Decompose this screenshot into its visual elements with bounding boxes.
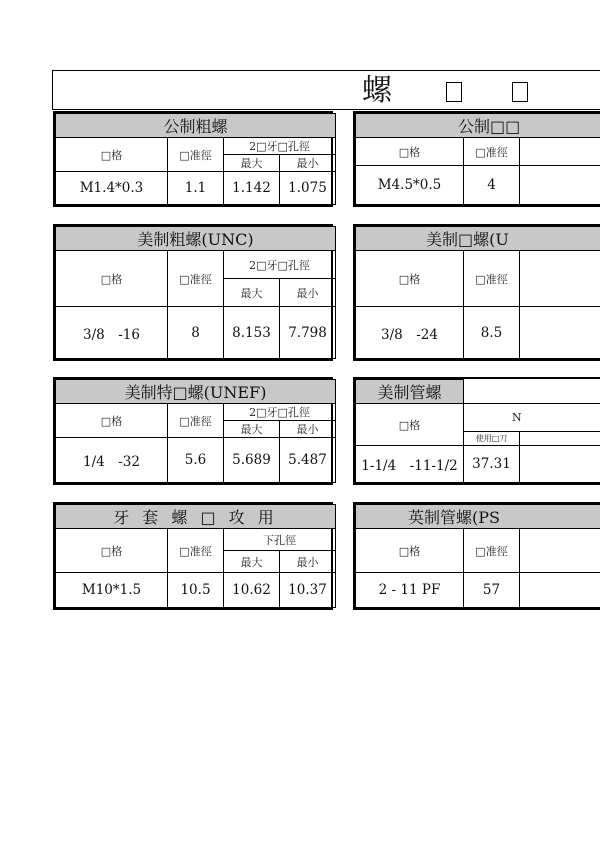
max-cell: 10.62 bbox=[224, 573, 280, 608]
min-col-header: 最小 bbox=[280, 421, 336, 438]
insert-tap-header: 牙 套 螺 □ 攻 用 bbox=[56, 505, 336, 529]
min-col-header: 最小 bbox=[280, 279, 336, 307]
spec-cell: M4.5*0.5 bbox=[356, 166, 464, 205]
page-title: 螺 bbox=[362, 73, 394, 108]
ps-pipe-header: 英制管螺(PS bbox=[356, 505, 600, 529]
unf-header: 美制□螺(U bbox=[356, 227, 600, 251]
min-cell: 10.37 bbox=[280, 573, 336, 608]
metric-coarse-table bbox=[53, 111, 333, 207]
spec-col-header: □格 bbox=[356, 251, 464, 307]
max-cell: 8.153 bbox=[224, 307, 280, 359]
spec-cell: M10*1.5 bbox=[56, 573, 168, 608]
spec-cell: 3/8 -16 bbox=[56, 307, 168, 359]
std-diameter-cell: 4 bbox=[464, 166, 520, 205]
max-col-header: 最大 bbox=[224, 279, 280, 307]
missing-glyph-box bbox=[446, 82, 462, 102]
insert-tap-table bbox=[53, 502, 333, 610]
min-cell: 1.075 bbox=[280, 172, 336, 205]
bore-col-header: 2□牙□孔徑 bbox=[224, 251, 336, 279]
std-diameter-col-header: □准徑 bbox=[168, 138, 224, 172]
std-diameter-cell: 8.5 bbox=[464, 307, 520, 359]
use-tool-cell: 37.31 bbox=[464, 446, 520, 483]
std-diameter-cell: 10.5 bbox=[168, 573, 224, 608]
spec-cell: 2 - 11 PF bbox=[356, 573, 464, 608]
std-diameter-col-header: □准徑 bbox=[464, 251, 520, 307]
spec-col-header: □格 bbox=[56, 404, 168, 438]
std-diameter-cell: 8 bbox=[168, 307, 224, 359]
min-col-header: 最小 bbox=[280, 155, 336, 172]
spec-cell: 1/4 -32 bbox=[56, 438, 168, 483]
ps-pipe-table bbox=[353, 502, 600, 610]
spec-cell: 1-1/4 -11-1/2 bbox=[356, 446, 464, 483]
unc-table bbox=[53, 224, 333, 361]
bore-col-header: 2□牙□孔徑 bbox=[224, 138, 336, 155]
npt-table bbox=[353, 377, 600, 485]
bore-col-header: 2□牙□孔徑 bbox=[224, 404, 336, 421]
std-diameter-col-header: □准徑 bbox=[168, 404, 224, 438]
npt-header: 美制管螺 bbox=[356, 380, 464, 404]
spec-cell: 3/8 -24 bbox=[356, 307, 464, 359]
max-cell: 5.689 bbox=[224, 438, 280, 483]
std-diameter-col-header: □准徑 bbox=[464, 529, 520, 573]
max-col-header: 最大 bbox=[224, 155, 280, 172]
std-diameter-col-header: □准徑 bbox=[168, 251, 224, 307]
unc-header: 美制粗螺(UNC) bbox=[56, 227, 336, 251]
std-diameter-col-header: □准徑 bbox=[464, 138, 520, 166]
spec-col-header: □格 bbox=[356, 404, 464, 446]
spec-cell: M1.4*0.3 bbox=[56, 172, 168, 205]
npt-col-header: N bbox=[464, 404, 600, 432]
min-cell: 7.798 bbox=[280, 307, 336, 359]
std-diameter-cell: 5.6 bbox=[168, 438, 224, 483]
min-cell: 5.487 bbox=[280, 438, 336, 483]
metric-fine-header: 公制□□ bbox=[356, 114, 600, 138]
spec-col-header: □格 bbox=[56, 251, 168, 307]
max-col-header: 最大 bbox=[224, 551, 280, 573]
bore-col-header: 下孔徑 bbox=[224, 529, 336, 551]
spec-col-header: □格 bbox=[56, 138, 168, 172]
unef-table bbox=[53, 377, 333, 485]
max-col-header: 最大 bbox=[224, 421, 280, 438]
spec-col-header: □格 bbox=[356, 529, 464, 573]
spec-col-header: □格 bbox=[56, 529, 168, 573]
std-diameter-cell: 1.1 bbox=[168, 172, 224, 205]
max-cell: 1.142 bbox=[224, 172, 280, 205]
std-diameter-col-header: □准徑 bbox=[168, 529, 224, 573]
unf-table bbox=[353, 224, 600, 361]
unef-header: 美制特□螺(UNEF) bbox=[56, 380, 336, 404]
metric-coarse-header: 公制粗螺 bbox=[56, 114, 336, 138]
metric-fine-table bbox=[353, 111, 600, 207]
missing-glyph-box bbox=[512, 82, 528, 102]
min-col-header: 最小 bbox=[280, 551, 336, 573]
std-diameter-cell: 57 bbox=[464, 573, 520, 608]
use-tool-col-header: 使用□刀 bbox=[464, 432, 520, 446]
spec-col-header: □格 bbox=[356, 138, 464, 166]
